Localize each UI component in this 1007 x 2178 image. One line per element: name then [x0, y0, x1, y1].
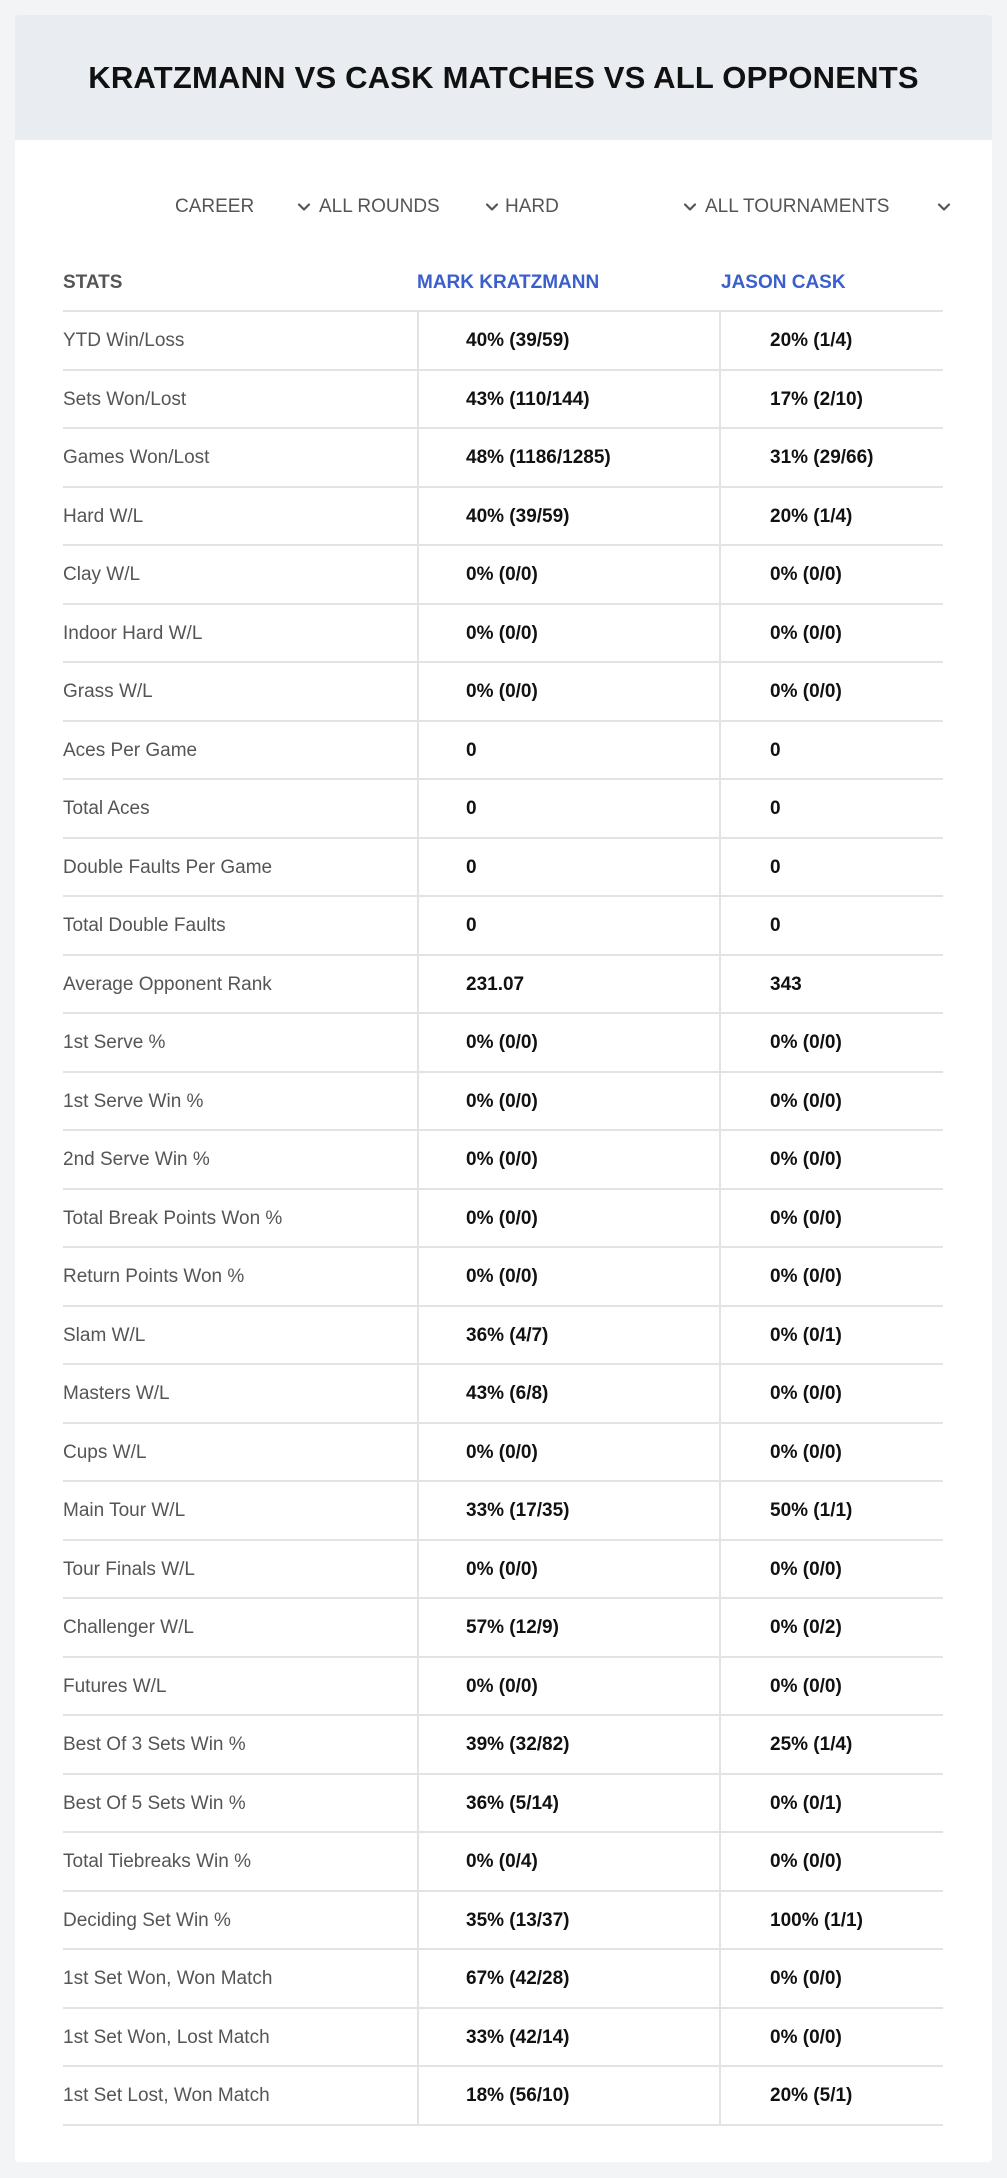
player2-stat-value: 0% (0/1)	[770, 1324, 842, 1346]
table-row	[63, 2067, 943, 2126]
stat-label: Games Won/Lost	[63, 447, 210, 468]
table-row	[63, 1190, 943, 1249]
stat-label: Futures W/L	[63, 1675, 167, 1697]
career-dropdown-label: CAREER	[175, 196, 255, 217]
stat-label: Tour Finals W/L	[63, 1558, 195, 1580]
player1-stat-value: 57% (12/9)	[466, 1617, 559, 1638]
table-row	[63, 312, 943, 371]
player2-stat-value: 0% (0/0)	[770, 1441, 842, 1463]
stat-label: Average Opponent Rank	[63, 973, 272, 995]
stat-label: YTD Win/Loss	[63, 330, 185, 351]
player1-stat-value: 0	[466, 856, 477, 878]
player1-stat-value: 0	[466, 798, 477, 819]
player2-stat-value: 0% (0/0)	[770, 1383, 842, 1404]
player1-stat-value: 39% (32/82)	[466, 1734, 570, 1755]
player2-stat-value: 0% (0/0)	[770, 1032, 842, 1053]
player1-link[interactable]: MARK KRATZMANN	[417, 272, 600, 293]
rounds-dropdown[interactable]	[319, 187, 499, 227]
stat-label: Deciding Set Win %	[63, 1909, 231, 1931]
player1-stat-value: 35% (13/37)	[466, 1909, 570, 1931]
stats-table	[63, 312, 943, 2126]
stat-label: Grass W/L	[63, 681, 153, 702]
table-row	[63, 1775, 943, 1834]
player1-stat-value: 18% (56/10)	[466, 2085, 570, 2106]
player1-stat-value: 0% (0/0)	[466, 1558, 538, 1580]
player2-stat-value: 0% (0/0)	[770, 681, 842, 702]
player2-stat-value: 0	[770, 739, 781, 761]
player2-stat-value: 20% (5/1)	[770, 2085, 853, 2106]
page-header	[15, 15, 992, 140]
player2-stat-value: 100% (1/1)	[770, 1909, 863, 1931]
player2-stat-value: 0% (0/0)	[770, 1090, 842, 1112]
table-row	[63, 1424, 943, 1483]
table-header	[63, 255, 943, 312]
stat-label: Clay W/L	[63, 564, 141, 585]
player1-stat-value: 67% (42/28)	[466, 1968, 570, 1989]
table-row	[63, 546, 943, 605]
player1-stat-value: 0% (0/0)	[466, 622, 538, 644]
table-row	[63, 897, 943, 956]
stat-label: Hard W/L	[63, 505, 144, 527]
stat-label: Best Of 3 Sets Win %	[63, 1734, 246, 1755]
table-row	[63, 1073, 943, 1132]
chevron-down-icon	[297, 200, 311, 214]
stat-label: Masters W/L	[63, 1383, 170, 1404]
player1-stat-value: 0% (0/4)	[466, 1851, 538, 1872]
table-row	[63, 488, 943, 547]
player2-stat-value: 343	[770, 973, 802, 995]
player2-stat-value: 20% (1/4)	[770, 505, 853, 527]
table-row	[63, 1950, 943, 2009]
player1-stat-value: 0% (0/0)	[466, 681, 538, 702]
stats-card	[15, 15, 992, 2162]
player2-stat-value: 25% (1/4)	[770, 1734, 853, 1755]
surface-dropdown[interactable]	[505, 187, 697, 227]
player2-stat-value: 0% (0/0)	[770, 2026, 842, 2048]
stat-label: 1st Set Lost, Won Match	[63, 2085, 270, 2106]
stat-label: Main Tour W/L	[63, 1500, 186, 1521]
table-row	[63, 663, 943, 722]
player1-stat-value: 33% (17/35)	[466, 1500, 570, 1521]
stat-label: Total Double Faults	[63, 915, 226, 936]
player1-stat-value: 40% (39/59)	[466, 505, 570, 527]
player2-stat-value: 0% (0/0)	[770, 1149, 842, 1170]
player2-stat-value: 0% (0/0)	[770, 622, 842, 644]
stat-label: 1st Serve %	[63, 1032, 166, 1053]
player2-stat-value: 0% (0/0)	[770, 1851, 842, 1872]
player1-stat-value: 43% (6/8)	[466, 1383, 549, 1404]
table-row	[63, 780, 943, 839]
player1-stat-value: 36% (5/14)	[466, 1792, 559, 1814]
stat-label: Return Points Won %	[63, 1266, 245, 1287]
player2-stat-value: 20% (1/4)	[770, 330, 853, 351]
player1-stat-value: 43% (110/144)	[466, 388, 590, 410]
player2-stat-value: 0	[770, 915, 781, 936]
player1-stat-value: 0% (0/0)	[466, 1441, 538, 1463]
player2-stat-value: 31% (29/66)	[770, 447, 874, 468]
stat-label: Best Of 5 Sets Win %	[63, 1792, 246, 1814]
player2-stat-value: 0% (0/0)	[770, 1968, 842, 1989]
table-row	[63, 1541, 943, 1600]
page-title: KRATZMANN VS CASK MATCHES VS ALL OPPONENTS	[88, 59, 919, 95]
player1-stat-value: 0	[466, 915, 477, 936]
table-row	[63, 1482, 943, 1541]
chevron-down-icon	[683, 200, 697, 214]
player2-stat-value: 0% (0/0)	[770, 1558, 842, 1580]
player2-stat-value: 0	[770, 856, 781, 878]
player1-stat-value: 0% (0/0)	[466, 1149, 538, 1170]
table-row	[63, 1014, 943, 1073]
stats-column-header: STATS	[63, 272, 123, 293]
table-row	[63, 722, 943, 781]
table-row	[63, 1248, 943, 1307]
player1-stat-value: 0% (0/0)	[466, 1207, 538, 1229]
player1-stat-value: 0	[466, 739, 477, 761]
player2-stat-value: 0% (0/0)	[770, 1675, 842, 1697]
career-dropdown[interactable]	[175, 187, 311, 227]
table-row	[63, 1716, 943, 1775]
player2-stat-value: 0% (0/0)	[770, 1207, 842, 1229]
table-row	[63, 839, 943, 898]
stat-label: Indoor Hard W/L	[63, 622, 203, 644]
table-row	[63, 429, 943, 488]
stat-label: Total Aces	[63, 798, 150, 819]
table-row	[63, 956, 943, 1015]
stat-label: Total Tiebreaks Win %	[63, 1851, 251, 1872]
player2-stat-value: 0% (0/1)	[770, 1792, 842, 1814]
surface-dropdown-label: HARD	[505, 196, 559, 217]
table-row	[63, 605, 943, 664]
stat-label: 1st Serve Win %	[63, 1090, 204, 1112]
player2-stat-value: 50% (1/1)	[770, 1500, 853, 1521]
table-row	[63, 1599, 943, 1658]
player2-stat-value: 17% (2/10)	[770, 388, 863, 410]
player2-stat-value: 0% (0/2)	[770, 1617, 842, 1638]
stat-label: 1st Set Won, Won Match	[63, 1968, 273, 1989]
table-row	[63, 1307, 943, 1366]
player1-stat-value: 40% (39/59)	[466, 330, 570, 351]
stat-label: Slam W/L	[63, 1324, 146, 1346]
player2-stat-value: 0	[770, 798, 781, 819]
stat-label: Challenger W/L	[63, 1617, 194, 1638]
table-row	[63, 2009, 943, 2068]
stat-label: Sets Won/Lost	[63, 388, 187, 410]
player1-stat-value: 48% (1186/1285)	[466, 447, 611, 468]
chevron-down-icon	[485, 200, 499, 214]
player1-stat-value: 0% (0/0)	[466, 1266, 538, 1287]
filter-bar	[15, 187, 992, 227]
player1-stat-value: 231.07	[466, 973, 525, 995]
stat-label: Cups W/L	[63, 1441, 147, 1463]
player1-stat-value: 0% (0/0)	[466, 1032, 538, 1053]
tournaments-dropdown-label: ALL TOURNAMENTS	[705, 196, 890, 217]
player1-stat-value: 0% (0/0)	[466, 564, 538, 585]
chevron-down-icon	[937, 200, 951, 214]
tournaments-dropdown[interactable]	[705, 187, 951, 227]
player1-stat-value: 0% (0/0)	[466, 1090, 538, 1112]
player1-stat-value: 33% (42/14)	[466, 2026, 570, 2048]
rounds-dropdown-label: ALL ROUNDS	[319, 196, 440, 217]
table-row	[63, 1658, 943, 1717]
table-row	[63, 371, 943, 430]
stat-label: 2nd Serve Win %	[63, 1149, 210, 1170]
table-row	[63, 1365, 943, 1424]
player2-stat-value: 0% (0/0)	[770, 1266, 842, 1287]
player2-link[interactable]: JASON CASK	[721, 272, 846, 293]
stat-label: Total Break Points Won %	[63, 1207, 283, 1229]
table-row	[63, 1833, 943, 1892]
table-row	[63, 1892, 943, 1951]
player1-stat-value: 36% (4/7)	[466, 1324, 549, 1346]
stat-label: Aces Per Game	[63, 739, 198, 761]
player2-stat-value: 0% (0/0)	[770, 564, 842, 585]
player1-stat-value: 0% (0/0)	[466, 1675, 538, 1697]
stat-label: 1st Set Won, Lost Match	[63, 2026, 270, 2048]
table-row	[63, 1131, 943, 1190]
stat-label: Double Faults Per Game	[63, 856, 273, 878]
